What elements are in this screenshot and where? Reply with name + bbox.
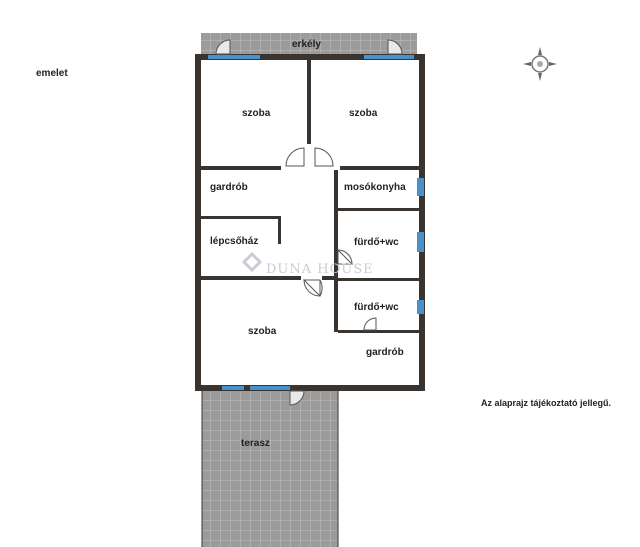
room-label-balcony: erkély	[292, 39, 321, 50]
room-label-bathroom-upper: fürdő+wc	[354, 237, 399, 248]
duna-house-logo-icon	[244, 254, 260, 270]
floor-label: emelet	[36, 68, 68, 79]
room-label-laundry-kitchen: mosókonyha	[344, 182, 406, 193]
room-label-terrace: terasz	[241, 438, 270, 449]
room-label-bathroom-lower: fürdő+wc	[354, 302, 399, 313]
windows	[208, 55, 424, 390]
compass-icon	[523, 47, 557, 81]
watermark	[244, 254, 374, 277]
room-label-stairwell: lépcsőház	[210, 236, 259, 247]
room-label-wardrobe-upper: gardrób	[210, 182, 248, 193]
room-label-room-left: szoba	[242, 108, 271, 119]
disclaimer-text: Az alaprajz tájékoztató jellegű.	[481, 398, 612, 408]
terrace-area	[202, 386, 338, 547]
room-label-room-right: szoba	[349, 108, 378, 119]
watermark-text: DUNA HOUSE	[266, 262, 374, 277]
room-label-wardrobe-lower: gardrób	[366, 347, 404, 358]
room-label-room-lower: szoba	[248, 326, 277, 337]
